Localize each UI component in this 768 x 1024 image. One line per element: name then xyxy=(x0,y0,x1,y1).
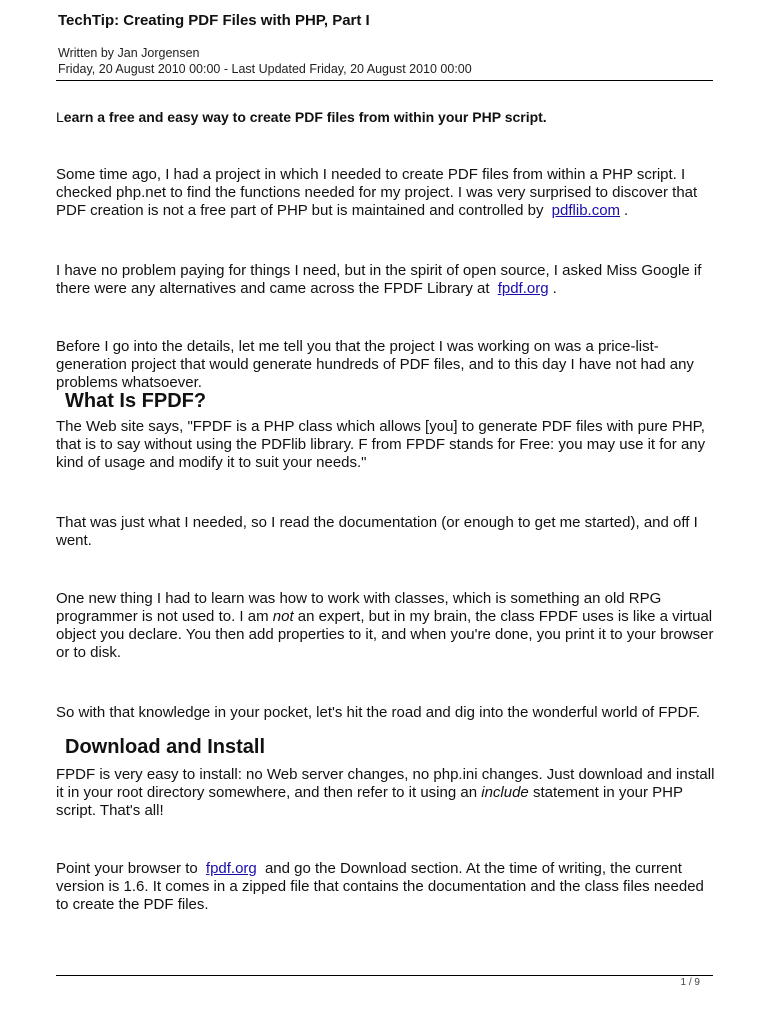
paragraph-8-text: FPDF is very easy to install: no Web server changes, no php.ini changes. Just download and install it in your root directory somewhere, and then refer to it using an xyxy=(56,766,715,801)
paragraph-2-text: I have no problem paying for things I need, but in the spirit of open source, I asked Miss Google if there were any alternatives and came across the FPDF Library at xyxy=(56,262,702,297)
heading-what-is-fpdf: What Is FPDF? xyxy=(65,390,207,412)
paragraph-9-rest: and go the Download section. At the time of writing, the current version is 1.6. It comes in a zipped file that contains the documentation and the class files needed to create the PDF files. xyxy=(56,860,704,913)
paragraph-8 xyxy=(56,766,716,820)
paragraph-1-end: . xyxy=(624,202,629,219)
paragraph-6-rest: an expert, but in my brain, the class FPDF uses is like a virtual object you declare. You then add properties to it, and when you're done, you print it to your browser or to disk. xyxy=(56,608,714,661)
lead-paragraph xyxy=(56,108,716,126)
paragraph-2-end: . xyxy=(552,280,557,297)
paragraph-6-text: One new thing I had to learn was how to work with classes, which is something an old RPG programmer is not used to. I am xyxy=(56,590,662,625)
article-title: TechTip: Creating PDF Files with PHP, Part I xyxy=(58,12,370,29)
paragraph-1 xyxy=(56,166,716,220)
paragraph-6 xyxy=(56,590,716,662)
pdflib-link[interactable]: pdflib.com xyxy=(551,202,621,219)
heading-download-install: Download and Install xyxy=(65,736,266,758)
paragraph-8-emphasis: include xyxy=(481,784,529,801)
paragraph-9-text: Point your browser to xyxy=(56,860,198,877)
author-line: Written by Jan Jorgensen xyxy=(58,46,200,60)
paragraph-3: Before I go into the details, let me tell you that the project I was working on was a price-list-generation project that would generate hundreds of PDF files, and to this day I have not had any problems whatsoever. xyxy=(56,338,694,391)
paragraph-7: So with that knowledge in your pocket, let's hit the road and dig into the wonderful world of FPDF. xyxy=(56,704,701,721)
paragraph-2 xyxy=(56,262,716,298)
footer-divider xyxy=(56,975,713,976)
page-number: 1 / 9 xyxy=(680,977,700,988)
fpdf-download-link[interactable]: fpdf.org xyxy=(205,860,257,877)
lead-text: earn a free and easy way to create PDF files from within your PHP script. xyxy=(63,109,547,125)
paragraph-9 xyxy=(56,860,716,914)
paragraph-4: The Web site says, "FPDF is a PHP class which allows [you] to generate PDF files with pure PHP, that is to say without using the PDFlib library. F from FPDF stands for Free: you may use it for any kind of usage and modify it to suit your needs." xyxy=(56,418,706,471)
header-divider xyxy=(56,80,713,81)
lead-first-letter: L xyxy=(56,109,64,125)
paragraph-8-rest: statement in your PHP script. That's all! xyxy=(56,784,683,819)
paragraph-6-emphasis: not xyxy=(272,608,294,625)
date-line: Friday, 20 August 2010 00:00 - Last Updated Friday, 20 August 2010 00:00 xyxy=(58,62,472,76)
paragraph-5: That was just what I needed, so I read the documentation (or enough to get me started), and off I went. xyxy=(56,514,698,549)
paragraph-1-text: Some time ago, I had a project in which I needed to create PDF files from within a PHP script. I checked php.net to find the functions needed for my project. I was very surprised to discover that PDF creation is not a free part of PHP but is maintained and controlled by xyxy=(56,166,698,219)
fpdf-link[interactable]: fpdf.org xyxy=(497,280,549,297)
